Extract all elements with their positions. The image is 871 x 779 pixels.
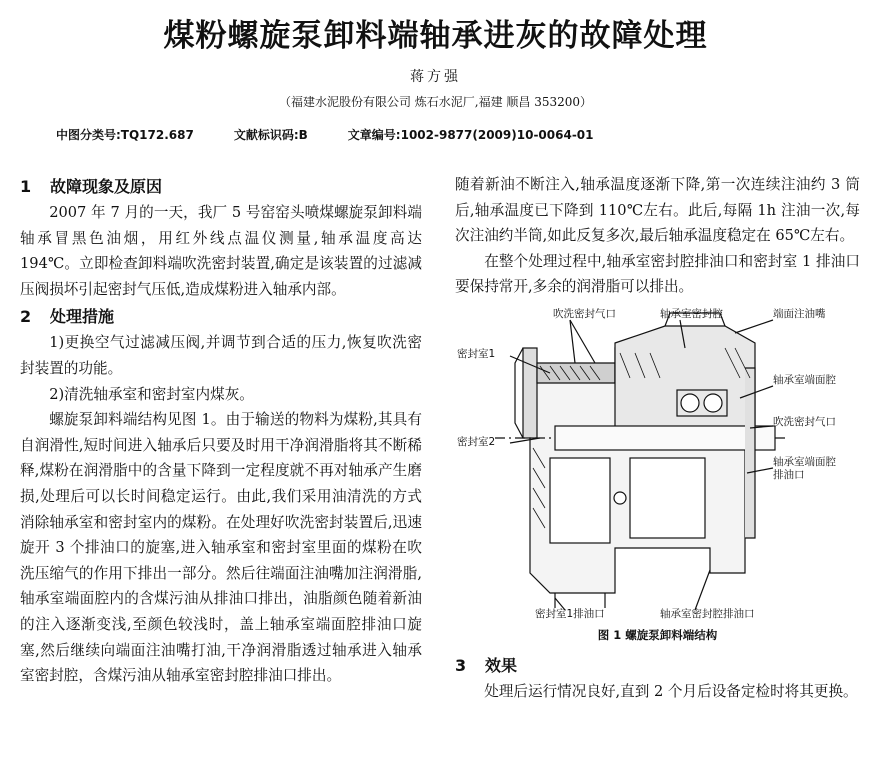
paragraph: 1)更换空气过滤减压阀,并调节到合适的压力,恢复吹洗密封装置的功能。: [20, 334, 422, 377]
label-seal-chamber-1-drain: 密封室1排油口: [535, 607, 605, 620]
article-meta: [56, 126, 594, 143]
label-purge-port-top: 吹洗密封气口: [553, 307, 616, 320]
figure-1: [455, 308, 860, 623]
section-title: 处理措施: [50, 307, 115, 327]
author: 蒋方强: [410, 69, 461, 85]
article-title: 煤粉螺旋泵卸料端轴承进灰的故障处理: [163, 18, 708, 54]
right-column: [455, 172, 860, 705]
clc-number: 中图分类号:TQ172.687: [56, 128, 194, 142]
paragraph: 2007 年 7 月的一天，我厂 5 号窑窑头喷煤螺旋泵卸料端轴承冒黑色油烟，用红外线点温仪测量,轴承温度高达 194℃。立即检查卸料端吹洗密封装置,确定是该装置的过滤减压阀损坏引起密封气压低,造成煤粉进入轴承内部。: [20, 204, 422, 298]
doc-code: 文献标识码:B: [233, 128, 308, 142]
affiliation: （福建水泥股份有限公司 炼石水泥厂,福建 顺昌 353200）: [278, 95, 593, 109]
section-title: 故障现象及原因: [50, 177, 163, 196]
label-bearing-seal-drain: 轴承室密封腔排油口: [660, 607, 755, 620]
label-bearing-seal-cavity: 轴承室密封腔: [660, 307, 723, 320]
section-title: 效果: [485, 655, 518, 675]
article-number: 文章编号:1002-9877(2009)10-0064-01: [347, 128, 594, 142]
label-seal-chamber-1: 密封室1: [457, 347, 496, 360]
paragraph: 在整个处理过程中,轴承室密封腔排油口和密封室 1 排油口要保持常开,多余的润滑脂可以排出。: [455, 252, 860, 296]
paragraph: 2)清洗轴承室和密封室内煤灰。: [49, 385, 254, 403]
section-number: 1: [20, 177, 32, 196]
section-number: 3: [455, 655, 467, 675]
section-3-heading: [455, 653, 860, 679]
paragraph: 处理后运行情况良好,直到 2 个月后设备定检时将其更换。: [484, 682, 858, 700]
label-seal-chamber-2: 密封室2: [457, 435, 496, 448]
label-bearing-end-cavity: 轴承室端面腔: [773, 373, 836, 386]
label-purge-port-right: 吹洗密封气口: [773, 415, 836, 428]
label-grease-nipple: 端面注油嘴: [773, 307, 826, 320]
paragraph: 螺旋泵卸料端结构见图 1。由于输送的物料为煤粉,其具有自润滑性,短时间进入轴承后只要及时用干净润滑脂将其不断稀释,煤粉在润滑脂中的含量下降到一定程度就不再对轴承产生磨损,处理后可以长时间稳定运行。由此,我们采用油清洗的方式消除轴承室和密封室内的煤粉。在处理好吹洗密封装置后,迅速旋开 3 个排油口的旋塞,进入轴承室和密封室里面的煤粉在吹洗压缩气的作用下排出一部分。然后往端面注油嘴加注润滑脂,轴承室端面腔内的含煤污油从排油口排出，油脂颜色随着新油的注入逐渐变浅,至颜色较浅时，盖上轴承室端面腔排油口旋塞,然后继续向端面注油嘴打油,干净润滑脂透过轴承进入轴承室密封腔，含煤污油从轴承室密封腔排油口排出。: [20, 411, 422, 685]
left-column: [20, 172, 422, 689]
section-2-heading: [20, 304, 422, 330]
section-number: 2: [20, 307, 32, 327]
label-end-cavity-drain: 轴承室端面腔 排油口: [773, 455, 836, 481]
section-1-heading: [20, 174, 422, 200]
figure-caption: 图 1 螺旋泵卸料端结构: [597, 627, 718, 642]
paragraph: 随着新油不断注入,轴承温度逐渐下降,第一次连续注油约 3 筒后,轴承温度已下降到 110℃左右。此后,每隔 1h 注油一次,每次注油约半筒,如此反复多次,最后轴承温度稳定在 65℃左右。: [455, 176, 860, 245]
